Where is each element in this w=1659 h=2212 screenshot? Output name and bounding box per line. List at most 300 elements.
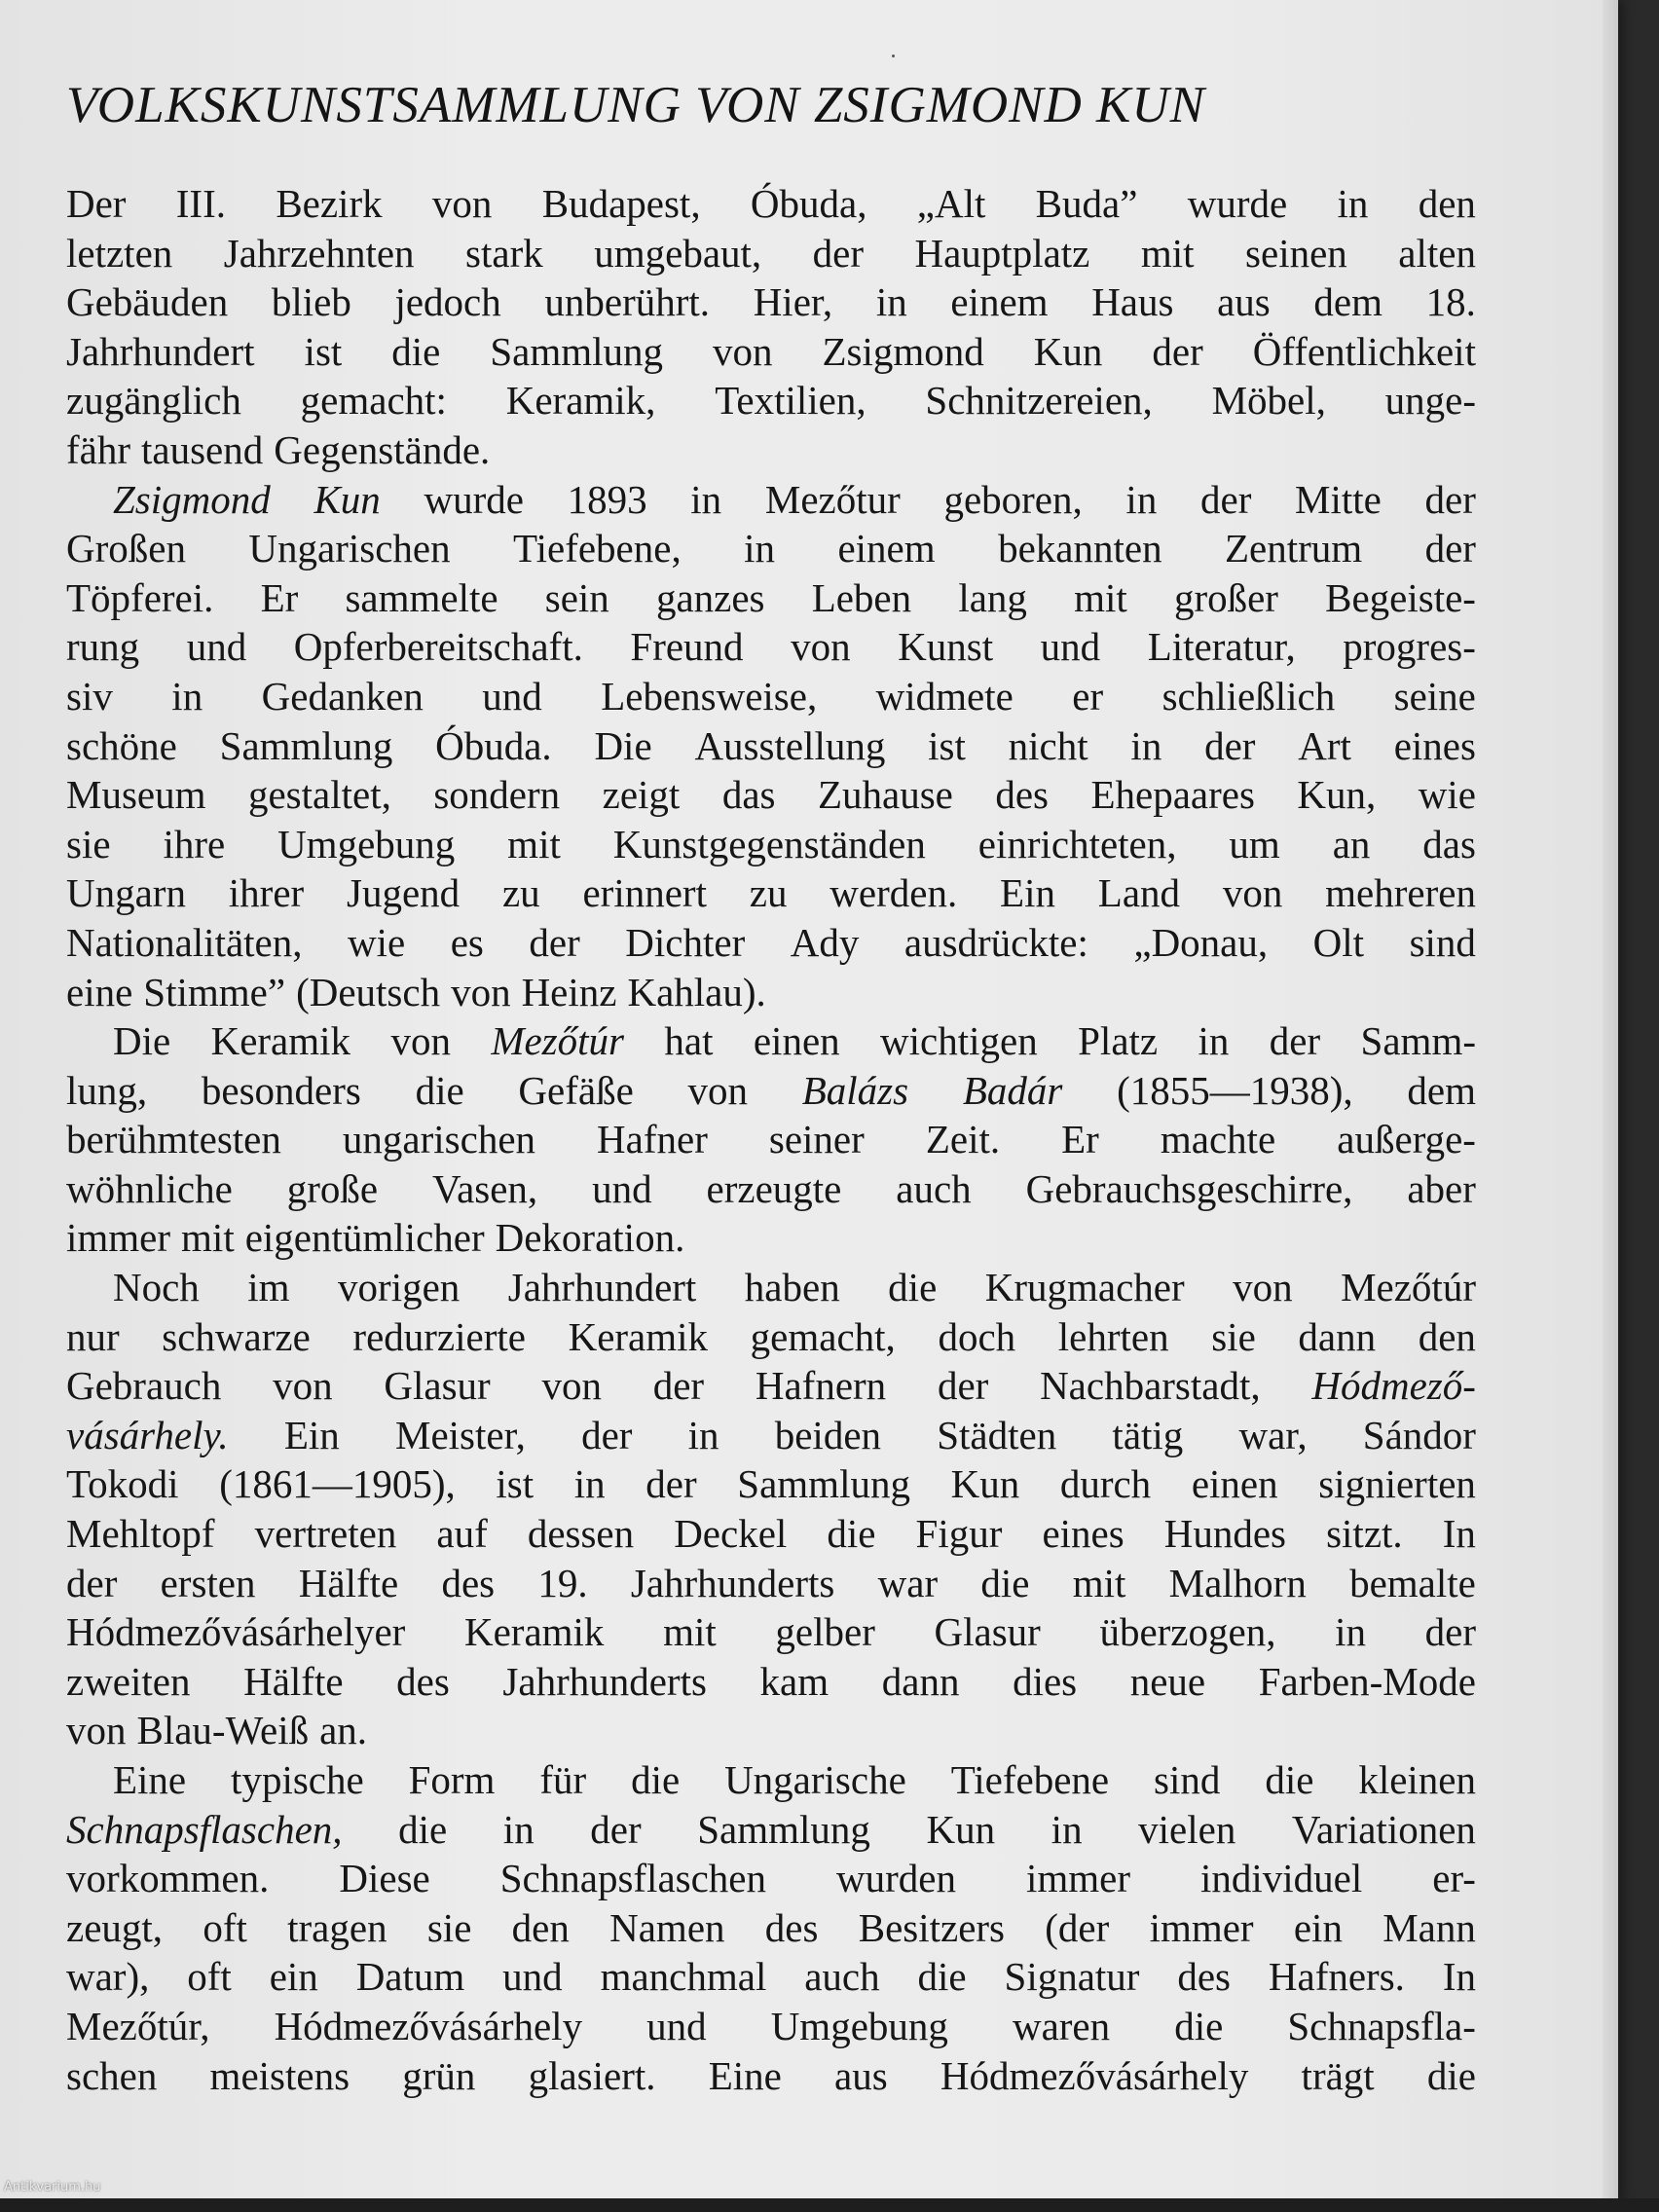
word: 18.: [1425, 279, 1476, 325]
text-line: [66, 1361, 1476, 1411]
word: das: [1422, 821, 1476, 866]
word: überzogen,: [1099, 1609, 1276, 1655]
word: es: [450, 919, 484, 965]
word: Keramik: [568, 1313, 709, 1359]
word: erzeugte: [706, 1165, 842, 1211]
word: Meister,: [395, 1412, 526, 1457]
word: unberührt.: [544, 279, 711, 325]
text-line: [66, 918, 1476, 968]
text-line: [66, 277, 1476, 327]
word: haben: [744, 1265, 840, 1310]
word: des: [764, 1904, 819, 1950]
word: wichtigen: [880, 1018, 1038, 1064]
word: neue: [1129, 1658, 1206, 1704]
word: sein: [544, 574, 609, 620]
word: mit: [507, 821, 561, 866]
word: eigentümlicher: [244, 1215, 485, 1261]
word: Sammlung: [737, 1461, 910, 1507]
word: Malhorn: [1168, 1560, 1307, 1605]
word: grün: [402, 2052, 476, 2098]
word: Hauptplatz: [914, 230, 1090, 276]
word: tausend: [141, 426, 264, 472]
text-line: [66, 425, 1476, 475]
word: Keramik: [210, 1018, 351, 1064]
word: die: [631, 1757, 681, 1802]
word: von: [273, 1363, 333, 1409]
word: der: [1424, 476, 1476, 522]
word: Sammlung: [490, 328, 664, 374]
word: mit: [181, 1215, 235, 1261]
text-line: [66, 376, 1476, 425]
word: Jahrhunderts: [502, 1658, 707, 1704]
word: Sándor: [1362, 1412, 1476, 1457]
word: machte: [1160, 1117, 1276, 1162]
text-line: [66, 2002, 1476, 2051]
word: waren: [1012, 2003, 1111, 2048]
word: Jahrhunderts: [630, 1560, 835, 1605]
word: gestaltet,: [247, 772, 391, 818]
word: geboren,: [943, 476, 1083, 522]
word: meistens: [209, 2052, 350, 2098]
text-line: [66, 1066, 1476, 1116]
word: progres-: [1343, 624, 1476, 670]
word: in: [1198, 1018, 1230, 1064]
word: Vasen,: [432, 1165, 538, 1211]
word: unge-: [1384, 378, 1476, 424]
word: Buda”: [1035, 181, 1138, 226]
word: Sammlung: [697, 1806, 870, 1852]
text-line: [66, 868, 1476, 918]
word: die: [1174, 2003, 1224, 2048]
word: der: [590, 1806, 642, 1852]
word: berühmtesten: [66, 1117, 281, 1162]
word: die: [888, 1265, 938, 1310]
word: Platz: [1078, 1018, 1159, 1064]
word: Tokodi: [66, 1461, 179, 1507]
word: doch: [938, 1313, 1016, 1359]
word: Kun: [926, 1806, 996, 1852]
word: von: [713, 328, 773, 374]
word: vorigen: [338, 1265, 461, 1310]
word: glasiert.: [528, 2052, 656, 2098]
word: Tiefebene,: [513, 526, 682, 571]
word: die: [917, 1954, 967, 2000]
text-line: [66, 475, 1476, 525]
word: von: [687, 1067, 749, 1113]
word: wie: [1418, 772, 1476, 818]
word: Leben: [811, 574, 912, 620]
word: mit: [1140, 230, 1195, 276]
word: nur: [66, 1313, 120, 1359]
word: mehreren: [1325, 870, 1476, 916]
word: dessen: [527, 1511, 635, 1557]
word: Mann: [1382, 1904, 1476, 1950]
word: auch: [804, 1954, 880, 2000]
italic-word: Schnapsflaschen,: [66, 1806, 343, 1852]
word: Farben-Mode: [1258, 1658, 1476, 1704]
word: der: [1200, 476, 1252, 522]
word: Variationen: [1291, 1806, 1476, 1852]
word: seine: [1393, 673, 1476, 719]
text-line: [66, 1952, 1476, 2002]
word: Hafner: [597, 1117, 708, 1162]
word: Óbuda.: [435, 722, 552, 768]
word: erinnert: [582, 870, 707, 916]
word: ausdrückte:: [903, 919, 1088, 965]
word: war: [877, 1560, 939, 1605]
word: Mezőtúr: [1341, 1265, 1476, 1310]
word: ist: [304, 328, 343, 374]
word: zugänglich: [66, 378, 241, 424]
text-line: [66, 622, 1476, 672]
word: bemalte: [1349, 1560, 1476, 1605]
word: war),: [66, 1954, 150, 2000]
word: Datum: [355, 1954, 465, 2000]
text-line: [66, 524, 1476, 573]
word: der: [652, 1363, 705, 1409]
italic-word: vásárhely.: [66, 1412, 229, 1457]
word: der: [529, 919, 580, 965]
word: fähr: [66, 426, 131, 472]
word: der: [812, 230, 865, 276]
word: Möbel,: [1211, 378, 1326, 424]
word: Nationalitäten,: [66, 919, 303, 965]
word: Lebensweise,: [601, 673, 818, 719]
word: zeigt: [602, 772, 681, 818]
word: der: [1204, 722, 1256, 768]
text-line: [66, 770, 1476, 820]
word: den: [1418, 1313, 1476, 1359]
text-line: [66, 968, 1476, 1017]
word: sie: [66, 821, 111, 866]
word: vertreten: [254, 1511, 397, 1557]
word: der: [937, 1363, 989, 1409]
word: in: [1335, 1609, 1366, 1655]
word: in: [573, 1461, 606, 1507]
word: Dichter: [625, 919, 746, 965]
word: umgebaut,: [594, 230, 762, 276]
word: alten: [1398, 230, 1476, 276]
text-line: [66, 179, 1476, 229]
word: Mezőtur: [764, 476, 901, 522]
word: einen: [753, 1018, 840, 1064]
word: der: [645, 1461, 697, 1507]
word: Eine: [708, 2052, 782, 2098]
text-line: [66, 1805, 1476, 1855]
word: mit: [663, 1609, 717, 1655]
word: Hälfte: [298, 1560, 399, 1605]
text-line: [66, 1263, 1476, 1312]
word: vorkommen.: [66, 1856, 270, 1901]
word: in: [1130, 722, 1162, 768]
word: die: [980, 1560, 1030, 1605]
word: Eine: [113, 1757, 187, 1802]
word: in: [875, 279, 907, 325]
word: Mezőtúr,: [66, 2003, 210, 2048]
word: von: [66, 1708, 127, 1753]
word: siv: [66, 673, 113, 719]
word: den: [511, 1904, 570, 1950]
word: Zeit.: [925, 1117, 1001, 1162]
word: individuel: [1200, 1856, 1363, 1901]
word: von: [1233, 1265, 1293, 1310]
text-line: [66, 820, 1476, 869]
word: signierten: [1318, 1461, 1476, 1507]
word: werden.: [830, 870, 958, 916]
text-line: [66, 1657, 1476, 1707]
word: Namen: [609, 1904, 725, 1950]
word: Hier,: [753, 279, 833, 325]
word: (der: [1045, 1904, 1110, 1950]
word: Kunst: [898, 624, 994, 670]
word: Óbuda,: [750, 181, 867, 226]
word: von: [431, 181, 493, 226]
word: Kunstgegenständen: [612, 821, 926, 866]
word: einem: [950, 279, 1049, 325]
word: Ungarn: [66, 870, 186, 916]
word: „Alt: [916, 181, 986, 226]
text-line: [66, 672, 1476, 721]
word: von: [791, 624, 851, 670]
word: Ungarische: [724, 1757, 906, 1802]
word: wurde: [1187, 181, 1288, 226]
word: außerge-: [1337, 1117, 1476, 1162]
word: an.: [319, 1708, 368, 1753]
word: und: [482, 673, 542, 719]
word: die: [391, 328, 441, 374]
text-line: [66, 1706, 1476, 1755]
italic-word: Mezőtúr: [491, 1018, 624, 1064]
word: Sammlung: [219, 722, 393, 768]
word: Ein: [1000, 870, 1055, 916]
text-line: [66, 1607, 1476, 1657]
word: um: [1229, 821, 1280, 866]
word: und: [502, 1954, 563, 2000]
body-text: [66, 179, 1476, 2100]
word: auch: [896, 1165, 972, 1211]
word: große: [286, 1165, 379, 1211]
word: dem: [1407, 1067, 1476, 1113]
word: aus: [834, 2052, 888, 2098]
word: Gebäuden: [66, 279, 229, 325]
word: Gedanken: [261, 673, 424, 719]
word: die: [415, 1067, 464, 1113]
word: eines: [1393, 722, 1476, 768]
word: den: [1418, 181, 1476, 226]
word: wurden: [836, 1856, 956, 1901]
word: Signatur: [1004, 1954, 1140, 2000]
word: auf: [436, 1511, 488, 1557]
word: ist: [928, 722, 966, 768]
word: manchmal: [600, 1954, 767, 2000]
word: Schnitzereien,: [925, 378, 1153, 424]
word: Kun: [950, 1461, 1020, 1507]
word: III.: [175, 181, 226, 226]
text-line: [66, 229, 1476, 278]
word: Tiefebene: [950, 1757, 1110, 1802]
word: in: [502, 1806, 535, 1852]
word: stark: [465, 230, 543, 276]
word: des: [995, 772, 1049, 818]
word: Schnapsflaschen: [499, 1856, 766, 1901]
word: von: [541, 1363, 602, 1409]
word: Dekoration.: [495, 1215, 685, 1261]
word: Glasur: [384, 1363, 491, 1409]
word: beiden: [774, 1412, 882, 1457]
word: kam: [759, 1658, 830, 1704]
word: ein: [1293, 1904, 1343, 1950]
word: in: [1125, 476, 1158, 522]
word: oft: [203, 1904, 247, 1950]
word: Hundes: [1163, 1511, 1287, 1557]
word: Gebrauch: [66, 1363, 222, 1409]
word: Hafners.: [1268, 1954, 1405, 2000]
word: sammelte: [345, 574, 498, 620]
word: Gebrauchsgeschirre,: [1025, 1165, 1353, 1211]
word: immer: [66, 1215, 171, 1261]
word: Stimme”: [143, 969, 286, 1014]
word: ungarischen: [342, 1117, 536, 1162]
word: schen: [66, 2052, 158, 2098]
word: Begeiste-: [1325, 574, 1476, 620]
word: einrichteten,: [977, 821, 1177, 866]
word: blieb: [271, 279, 351, 325]
word: der: [66, 1560, 118, 1605]
word: wurde: [424, 476, 524, 522]
page-speck: [892, 55, 895, 57]
word: der: [1269, 1018, 1321, 1064]
word: Gefäße: [518, 1067, 634, 1113]
word: (1855—1938),: [1117, 1067, 1353, 1113]
word: In: [1442, 1954, 1476, 2000]
word: Budapest,: [541, 181, 701, 226]
word: Art: [1298, 722, 1351, 768]
italic-word: Badár: [962, 1067, 1063, 1113]
word: Kahlau).: [627, 969, 766, 1014]
word: Die: [594, 722, 652, 768]
word: Museum: [66, 772, 206, 818]
word: kleinen: [1358, 1757, 1476, 1802]
word: Blau-Weiß: [136, 1708, 310, 1753]
word: sie: [1211, 1313, 1256, 1359]
word: in: [744, 526, 776, 571]
italic-word: Balázs: [801, 1067, 909, 1113]
text-line: [66, 327, 1476, 377]
word: Keramik,: [505, 378, 656, 424]
word: sondern: [433, 772, 561, 818]
word: ihre: [163, 821, 226, 866]
word: Diese: [339, 1856, 430, 1901]
word: Glasur: [934, 1609, 1041, 1655]
word: Hódmezővásárhely: [940, 2052, 1249, 2098]
word: dann: [881, 1658, 960, 1704]
word: in: [1051, 1806, 1083, 1852]
word: für: [539, 1757, 587, 1802]
word: tätig: [1112, 1412, 1184, 1457]
word: Ein: [283, 1412, 340, 1457]
word: Schnapsfla-: [1287, 2003, 1476, 2048]
word: eine: [66, 969, 133, 1014]
word: einen: [1191, 1461, 1278, 1507]
word: das: [721, 772, 776, 818]
word: der: [1424, 526, 1476, 571]
word: wie: [348, 919, 406, 965]
text-line: [66, 721, 1476, 771]
word: Bezirk: [276, 181, 383, 226]
text-line: [66, 1509, 1476, 1559]
word: Literatur,: [1147, 624, 1296, 670]
watermark: Antikvarium.hu: [4, 2180, 101, 2194]
word: von: [451, 969, 511, 1014]
word: immer: [1025, 1856, 1130, 1901]
word: Ehepaares: [1090, 772, 1255, 818]
word: sie: [426, 1904, 472, 1950]
word: ist: [496, 1461, 535, 1507]
word: (Deutsch: [296, 969, 441, 1014]
word: seiner: [768, 1117, 865, 1162]
word: eines: [1042, 1511, 1124, 1557]
word: Mitte: [1295, 476, 1382, 522]
text-line: [66, 1213, 1476, 1263]
word: Gegenstände.: [274, 426, 491, 472]
word: Zuhause: [817, 772, 953, 818]
word: Freund: [630, 624, 744, 670]
word: Der: [66, 181, 127, 226]
word: von: [390, 1018, 451, 1064]
italic-word: Hódmező-: [1311, 1363, 1476, 1409]
word: 19.: [537, 1560, 588, 1605]
word: Jahrzehnten: [223, 230, 415, 276]
word: Land: [1097, 870, 1181, 916]
italic-word: Zsigmond: [113, 476, 271, 522]
word: Jahrhundert: [507, 1265, 697, 1310]
word: Noch: [113, 1265, 200, 1310]
word: vielen: [1138, 1806, 1236, 1852]
word: gelber: [775, 1609, 875, 1655]
text-line: [66, 1903, 1476, 1953]
word: und: [186, 624, 247, 670]
text-line: [66, 1115, 1476, 1164]
word: Hódmezővásárhelyer: [66, 1609, 406, 1655]
word: er: [1072, 673, 1104, 719]
word: mit: [1072, 1560, 1126, 1605]
word: der: [581, 1412, 633, 1457]
word: Zsigmond: [822, 328, 984, 374]
word: in: [690, 476, 722, 522]
word: der: [1152, 328, 1203, 374]
word: zweiten: [66, 1658, 191, 1704]
word: dies: [1013, 1658, 1078, 1704]
text-line: [66, 1312, 1476, 1362]
word: sind: [1409, 919, 1476, 965]
word: schwarze: [162, 1313, 311, 1359]
word: Ady: [790, 919, 860, 965]
word: Städten: [937, 1412, 1057, 1457]
word: besonders: [201, 1067, 361, 1113]
word: Keramik: [463, 1609, 605, 1655]
text-line: [66, 1016, 1476, 1066]
word: In: [1442, 1511, 1476, 1557]
word: Er: [260, 574, 299, 620]
word: des: [441, 1560, 496, 1605]
word: zu: [749, 870, 788, 916]
word: tragen: [287, 1904, 387, 1950]
word: aus: [1217, 279, 1271, 325]
word: letzten: [66, 230, 173, 276]
word: nicht: [1008, 722, 1088, 768]
text-line: [66, 1854, 1476, 1903]
word: trägt: [1301, 2052, 1375, 2098]
